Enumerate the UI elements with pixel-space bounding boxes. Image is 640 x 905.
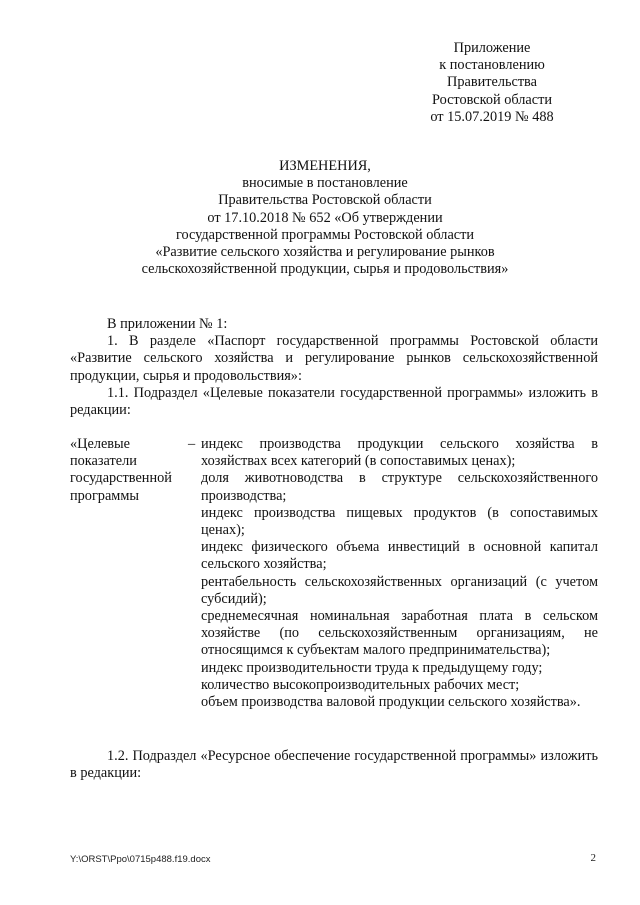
target-item: доля животноводства в структуре сельскохозяйственного производства;: [201, 470, 598, 504]
target-item: индекс производства продукции сельского хозяйства в хозяйствах всех категорий (в сопоставимых ценах);: [201, 436, 598, 470]
paragraph-intro: В приложении № 1:: [107, 316, 228, 332]
appendix-line: Правительства: [447, 74, 537, 91]
target-item: среднемесячная номинальная заработная плата в сельском хозяйстве (по сельскохозяйственным организациям, не относящимся к субъектам малого предпринимательства);: [201, 608, 598, 659]
target-item: индекс производства пищевых продуктов (в сопоставимых ценах);: [201, 504, 598, 539]
targets-list: [201, 436, 598, 711]
heading-line: вносимые в постановление: [242, 175, 408, 192]
subsection-1-2: [70, 748, 598, 782]
paragraph-section-1: 1. В разделе «Паспорт государственной программы Ростовской области «Развитие сельского хозяйства и регулирование рынков сельскохозяйственной продукции, сырья и продовольствия»:: [70, 333, 598, 384]
targets-dash: –: [188, 436, 196, 452]
document-heading: [60, 158, 590, 278]
heading-title: ИЗМЕНЕНИЯ,: [279, 158, 371, 174]
target-item: индекс производительности труда к предыдущему году;: [201, 659, 543, 676]
targets-label: «Целевые показатели государственной программы: [70, 436, 172, 504]
heading-line: государственной программы Ростовской области: [175, 226, 475, 243]
paragraph-subsection-1-1: 1.1. Подраздел «Целевые показатели государственной программы» изложить в редакции:: [70, 384, 598, 419]
paragraph-subsection-1-2: 1.2. Подраздел «Ресурсное обеспечение государственной программы» изложить в редакции:: [70, 748, 598, 782]
appendix-line: Приложение: [453, 40, 531, 56]
document-body: [70, 316, 598, 419]
heading-line: Правительства Ростовской области: [218, 192, 432, 209]
appendix-line: от 15.07.2019 № 488: [430, 108, 554, 125]
appendix-line: Ростовской области: [431, 91, 553, 108]
heading-line: «Развитие сельского хозяйства и регулирование рынков: [155, 244, 495, 261]
heading-line: от 17.10.2018 № 652 «Об утверждении: [207, 209, 443, 226]
appendix-header: [392, 40, 592, 126]
heading-line: сельскохозяйственной продукции, сырья и продовольствия»: [141, 261, 509, 278]
target-item: рентабельность сельскохозяйственных организаций (с учетом субсидий);: [201, 573, 598, 607]
page-number: 2: [590, 852, 596, 864]
target-item: индекс физического объема инвестиций в основной капитал сельского хозяйства;: [201, 539, 598, 573]
target-item: объем производства валовой продукции сельского хозяйства».: [201, 694, 581, 711]
target-item: количество высокопроизводительных рабочих мест;: [201, 676, 520, 693]
footer-file-path: Y:\ORST\Ppo\0715p488.f19.docx: [70, 854, 211, 865]
appendix-line: к постановлению: [439, 57, 545, 74]
